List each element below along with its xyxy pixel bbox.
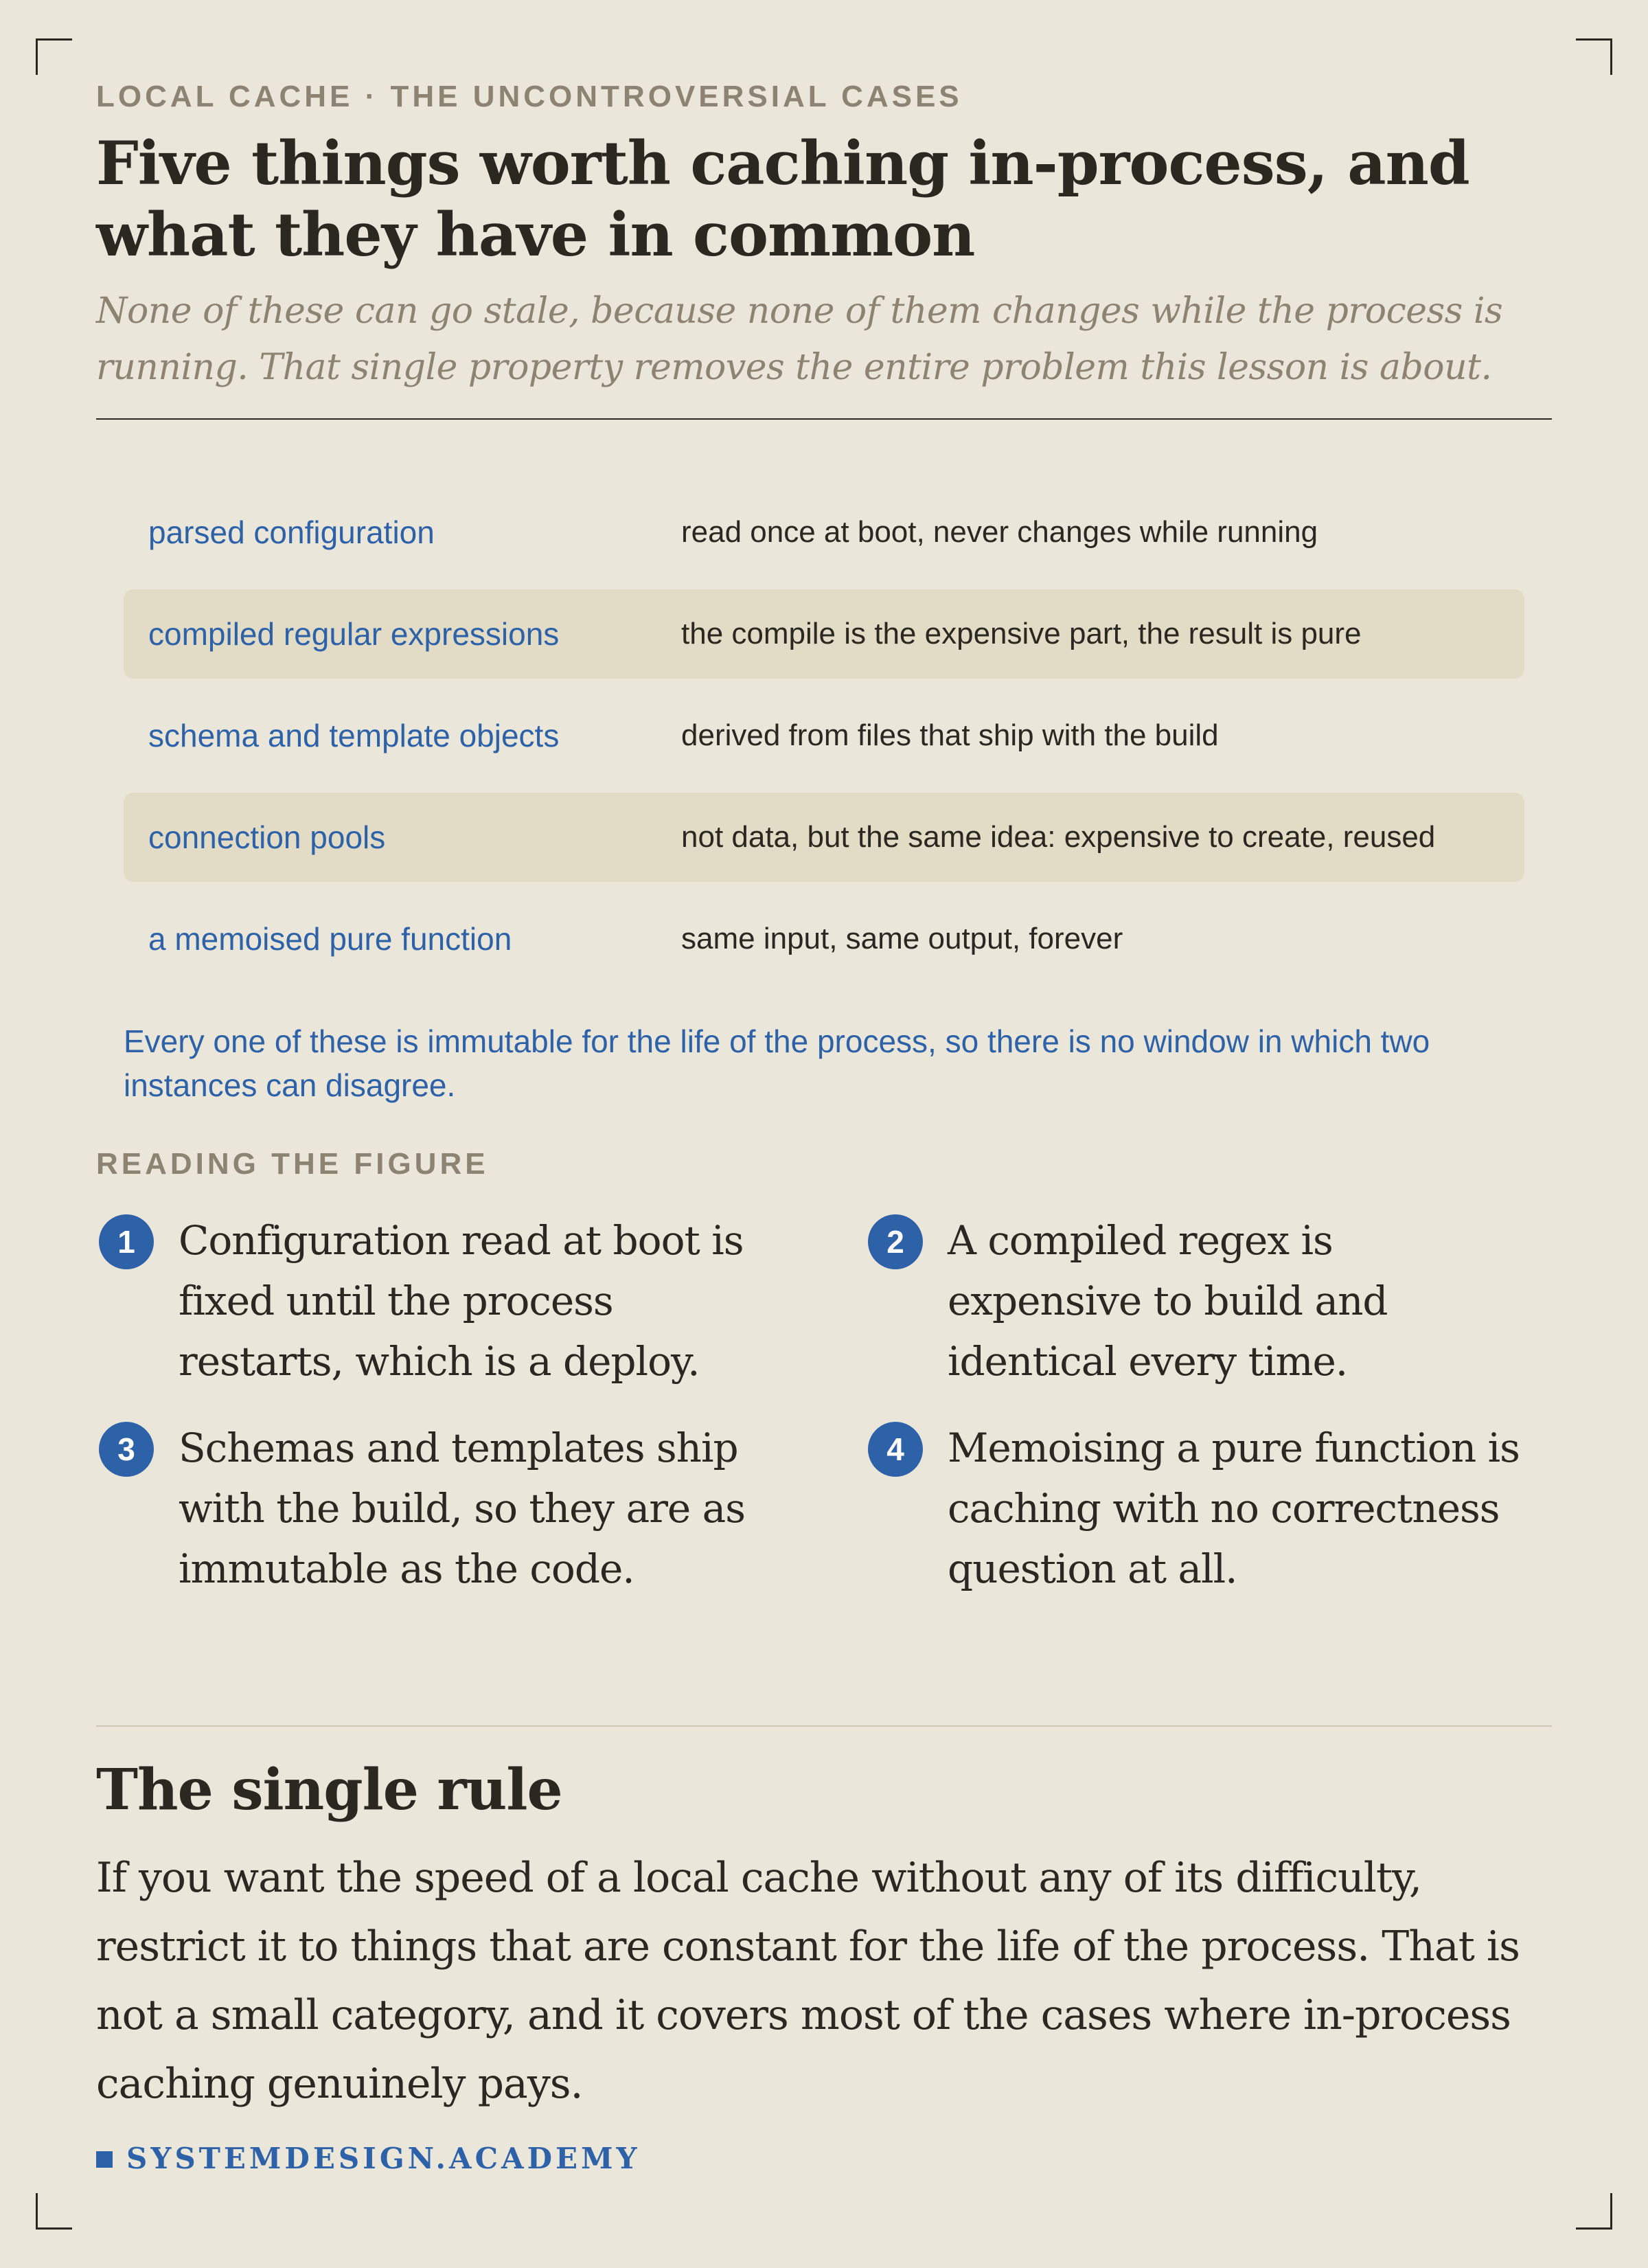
section-divider — [96, 1725, 1552, 1727]
reading-label: READING THE FIGURE — [96, 1147, 489, 1181]
cache-cases-table — [124, 488, 1524, 996]
number-badge: 1 — [99, 1214, 154, 1269]
row-key: connection pools — [148, 819, 386, 855]
table-row — [124, 691, 1524, 780]
reading-point-text: A compiled regex is expensive to build and identical every time. — [948, 1217, 1388, 1385]
reading-point-text: Configuration read at boot is fixed until the process restarts, which is a deploy. — [179, 1217, 744, 1385]
table-note: Every one of these is immutable for the life of the process, so there is no window in which two instances can disagree. — [124, 1023, 1430, 1103]
number-badge: 2 — [868, 1214, 923, 1269]
corner-mark-top-right — [1576, 38, 1612, 75]
corner-mark-top-left — [36, 38, 72, 75]
number-badge: 4 — [868, 1422, 923, 1477]
row-key: schema and template objects — [148, 718, 560, 753]
rule-paragraph: If you want the speed of a local cache without any of its difficulty, restrict it to things that are constant for the life of the process. That is not a small category, and it covers most of the cases where in-process caching genuinely pays. — [96, 1854, 1520, 2108]
corner-mark-bottom-right — [1576, 2193, 1612, 2230]
corner-mark-bottom-left — [36, 2193, 72, 2230]
reading-point-text: Memoising a pure function is caching with no correctness question at all. — [948, 1425, 1520, 1592]
brand-name: SYSTEMDESIGN.ACADEMY — [126, 2142, 641, 2175]
table-row — [124, 488, 1524, 577]
brand-square-icon — [96, 2151, 113, 2168]
row-value: the compile is the expensive part, the result is pure — [681, 617, 1362, 650]
kicker: LOCAL CACHE · THE UNCONTROVERSIAL CASES — [96, 80, 963, 113]
row-value: derived from files that ship with the build — [681, 718, 1219, 752]
row-value: not data, but the same idea: expensive to create, reused — [681, 820, 1436, 854]
page-subtitle: None of these can go stale, because none of them changes while the process is running. That single property removes the entire problem this lesson is about. — [96, 291, 1503, 388]
row-value: read once at boot, never changes while running — [681, 515, 1318, 549]
row-value: same input, same output, forever — [681, 922, 1123, 955]
row-key: compiled regular expressions — [148, 616, 560, 652]
row-key: a memoised pure function — [148, 921, 512, 957]
page-title: Five things worth caching in-process, and what they have in common — [96, 128, 1469, 270]
number-badge: 3 — [99, 1422, 154, 1477]
table-row — [124, 793, 1524, 882]
row-key: parsed configuration — [148, 514, 435, 550]
header-divider — [96, 418, 1552, 420]
reading-point-text: Schemas and templates ship with the build, so they are as immutable as the code. — [179, 1425, 746, 1592]
rule-heading: The single rule — [96, 1757, 562, 1823]
table-row — [124, 894, 1524, 984]
table-row — [124, 589, 1524, 679]
